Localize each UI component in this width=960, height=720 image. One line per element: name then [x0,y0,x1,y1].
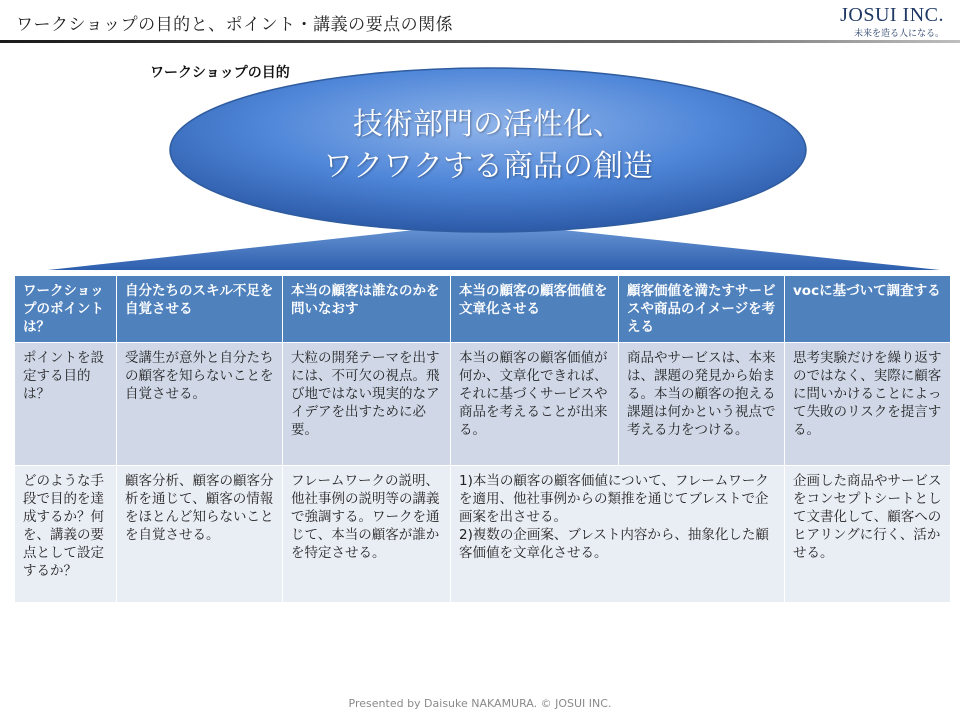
table-cell: フレームワークの説明、他社事例の説明等の講義で強調する。ワークを通じて、本当の顧客が誰かを特定させる。 [283,466,451,603]
table-row-purpose [15,343,951,466]
goal-line-1: 技術部門の活性化、 [353,107,623,142]
table-row-method [15,466,951,603]
header-cell-skill: 自分たちのスキル不足を自覚させる [117,276,283,343]
table-cell: 顧客分析、顧客の顧客分析を通じて、顧客の情報をほとんど知らないことを自覚させる。 [117,466,283,603]
logo-main: JOSUI INC. [840,4,944,26]
header-cell-service: 顧客価値を満たすサービスや商品のイメージを考える [619,276,785,343]
goal-label: ワークショップの目的 [150,65,290,81]
table-cell: 企画した商品やサービスをコンセプトシートとして文書化して、顧客へのヒアリングに行く、活かせる。 [785,466,951,603]
method-step-1: 1)本当の顧客の顧客価値について、フレームワークを適用、他社事例からの類推を通じてブレストで企画案を出させる。 [459,473,769,525]
table-cell: 大粒の開発テーマを出すには、不可欠の視点。飛び地ではない現実的なアイデアを出すために必要。 [283,343,451,466]
header-cell-customer: 本当の顧客は誰なのかを問いなおす [283,276,451,343]
method-step-2: 2)複数の企画案、ブレスト内容から、抽象化した顧客価値を文章化させる。 [459,527,769,561]
table-header-row [15,276,951,343]
header-cell-points: ワークショップのポイントは？ [15,276,117,343]
header-cell-voc: vocに基づいて調査する [785,276,951,343]
slide-title: ワークショップの目的と、ポイント・講義の要点の関係 [16,15,454,35]
logo-tagline: 未来を造る人になる。 [853,29,944,39]
table-cell: どのような手段で目的を達成するか？何を、講義の要点として設定するか？ [15,466,117,603]
table-cell: 商品やサービスは、本来は、課題の発見から始まる。本当の顧客の抱える課題は何かという視点で考える力をつける。 [619,343,785,466]
goal-text [170,104,806,188]
points-table [14,275,951,603]
table-cell: 本当の顧客の顧客価値が何か、文章化できれば、それに基づくサービスや商品を考えることが出来る。 [451,343,619,466]
footer-credit: Presented by Daisuke NAKAMURA. © JOSUI INC. [348,697,612,710]
goal-line-2: ワクワクする商品の創造 [323,149,653,184]
table-cell: ポイントを設定する目的は？ [15,343,117,466]
table-cell: 受講生が意外と自分たちの顧客を知らないことを自覚させる。 [117,343,283,466]
table-cell: 思考実験だけを繰り返すのではなく、実際に顧客に問いかけることによって失敗のリスクを提言する。 [785,343,951,466]
table-cell-merged [451,466,785,603]
header-cell-value: 本当の顧客の顧客価値を文章化させる [451,276,619,343]
